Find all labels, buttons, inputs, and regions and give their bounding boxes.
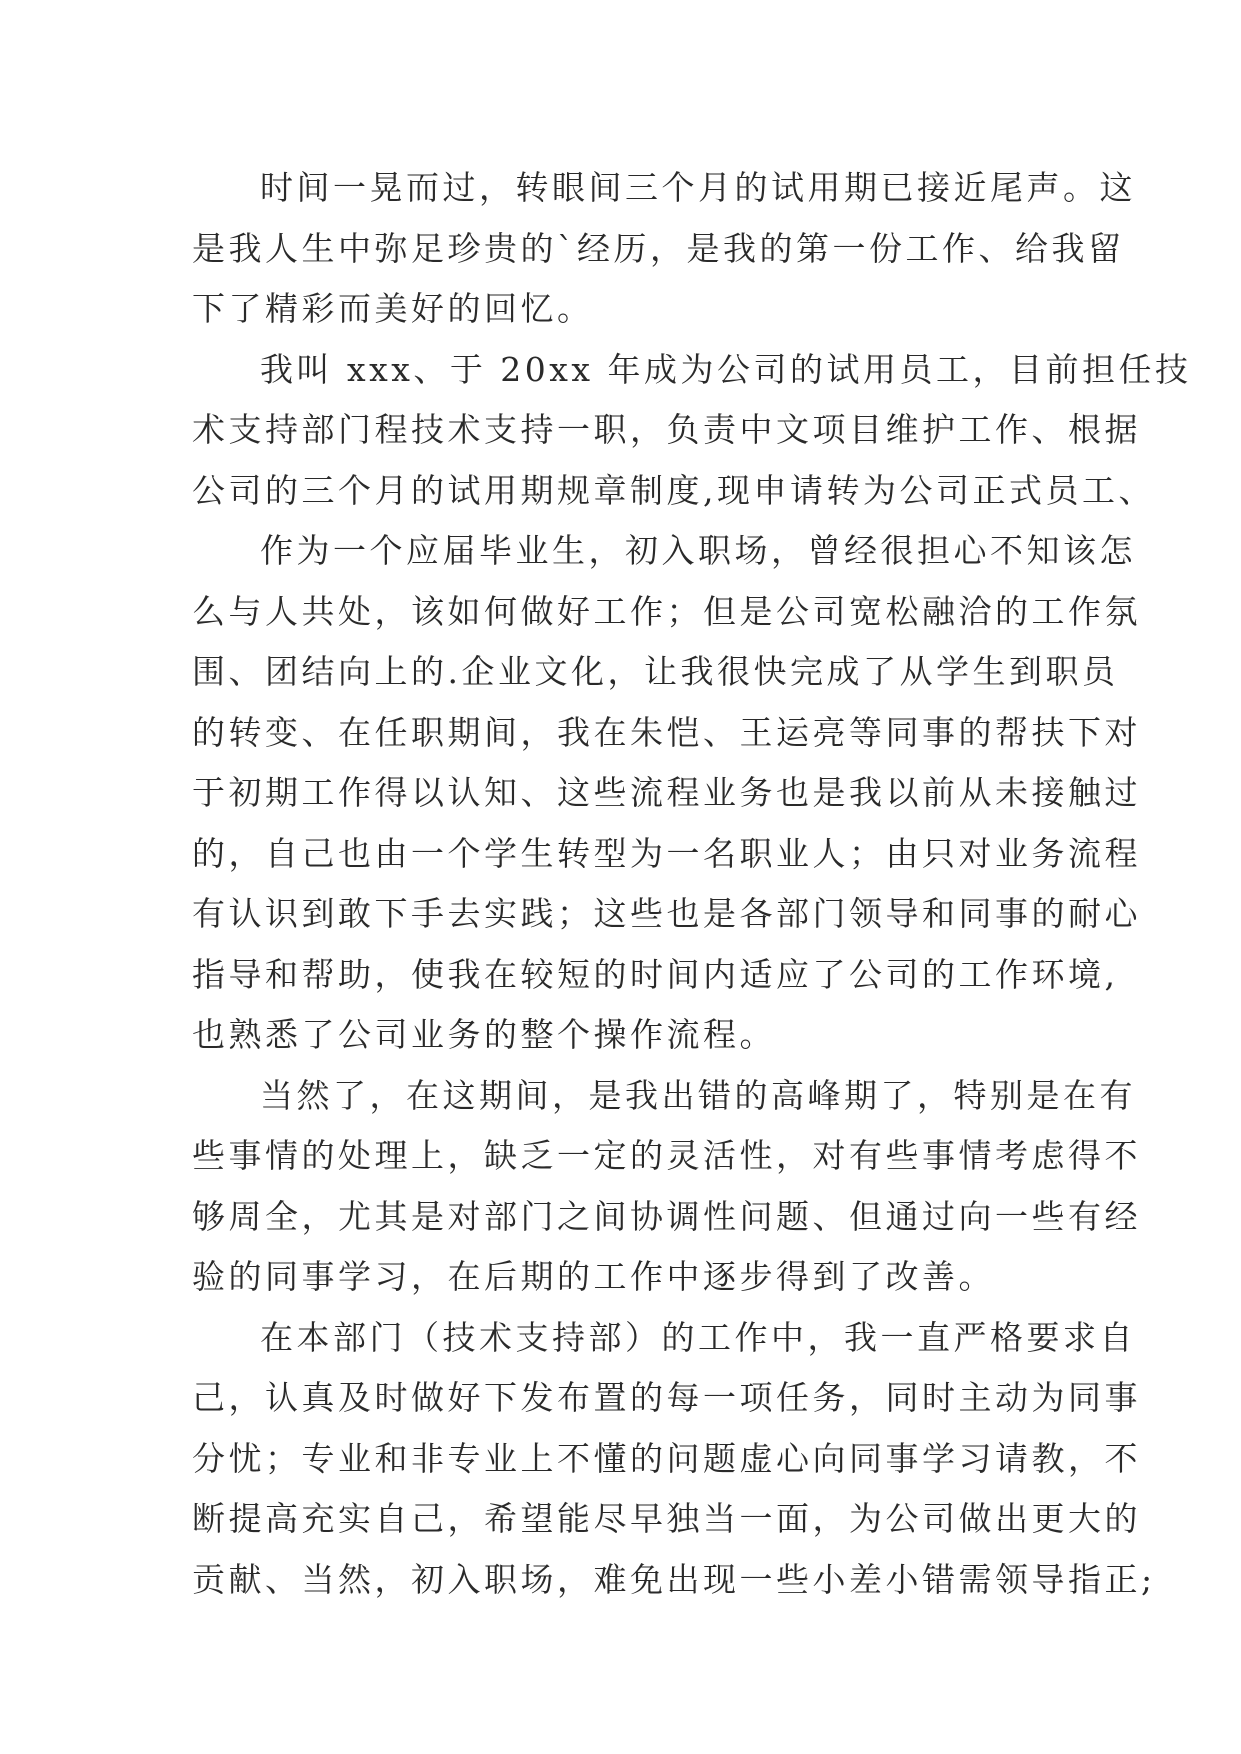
text-line: 些事情的处理上，缺乏一定的灵活性，对有些事情考虑得不 [192,1136,1141,1175]
paragraph-4 [192,1066,1141,1308]
text-line: 作为一个应届毕业生，初入职场，曾经很担心不知该怎 [260,531,1136,570]
text-line: 围、团结向上的.企业文化，让我很快完成了从学生到职员 [192,652,1119,691]
paragraph-5 [192,1308,1156,1611]
text-line: 也熟悉了公司业务的整个操作流程。 [192,1015,776,1054]
text-line: 断提高充实自己，希望能尽早独当一面，为公司做出更大的 [192,1499,1141,1538]
text-line: 在本部门（技术支持部）的工作中，我一直严格要求自 [260,1317,1136,1357]
text-line: 当然了，在这期间，是我出错的高峰期了，特别是在有 [260,1075,1136,1115]
paragraph-3 [192,521,1141,1066]
text-line: 贡献、当然，初入职场，难免出现一些小差小错需领导指正; [192,1559,1156,1599]
text-line: 够周全，尤其是对部门之间协调性问题、但通过向一些有经 [192,1196,1141,1236]
document-body [192,158,1192,1610]
text-line: 验的同事学习，在后期的工作中逐步得到了改善。 [192,1257,995,1296]
text-line: 于初期工作得以认知、这些流程业务也是我以前从未接触过 [192,773,1141,812]
text-line: 术支持部门程技术支持一职，负责中文项目维护工作、根据 [192,410,1141,449]
text-line: 的，自己也由一个学生转型为一名职业人；由只对业务流程 [192,833,1141,873]
text-line: 公司的三个月的试用期规章制度,现申请转为公司正式员工、 [192,470,1155,510]
text-line: 有认识到敢下手去实践；这些也是各部门领导和同事的耐心 [192,894,1141,933]
paragraph-2 [192,340,1192,522]
text-line: 分忧；专业和非专业上不懂的问题虚心向同事学习请教，不 [192,1438,1141,1478]
paragraph-1 [192,158,1136,340]
text-line: 指导和帮助，使我在较短的时间内适应了公司的工作环境, [192,954,1119,994]
text-line: 时间一晃而过，转眼间三个月的试用期已接近尾声。这 [260,168,1136,207]
text-line: 下了精彩而美好的回忆。 [192,289,594,328]
text-line: 是我人生中弥足珍贵的`经历，是我的第一份工作、给我留 [192,228,1125,268]
text-line: 的转变、在任职期间，我在朱恺、王运亮等同事的帮扶下对 [192,712,1141,752]
text-line: 己，认真及时做好下发布置的每一项任务，同时主动为同事 [192,1378,1141,1417]
text-line: 我叫 xxx、于 20xx 年成为公司的试用员工，目前担任技 [260,349,1192,389]
text-line: 么与人共处，该如何做好工作；但是公司宽松融洽的工作氛 [192,591,1141,631]
